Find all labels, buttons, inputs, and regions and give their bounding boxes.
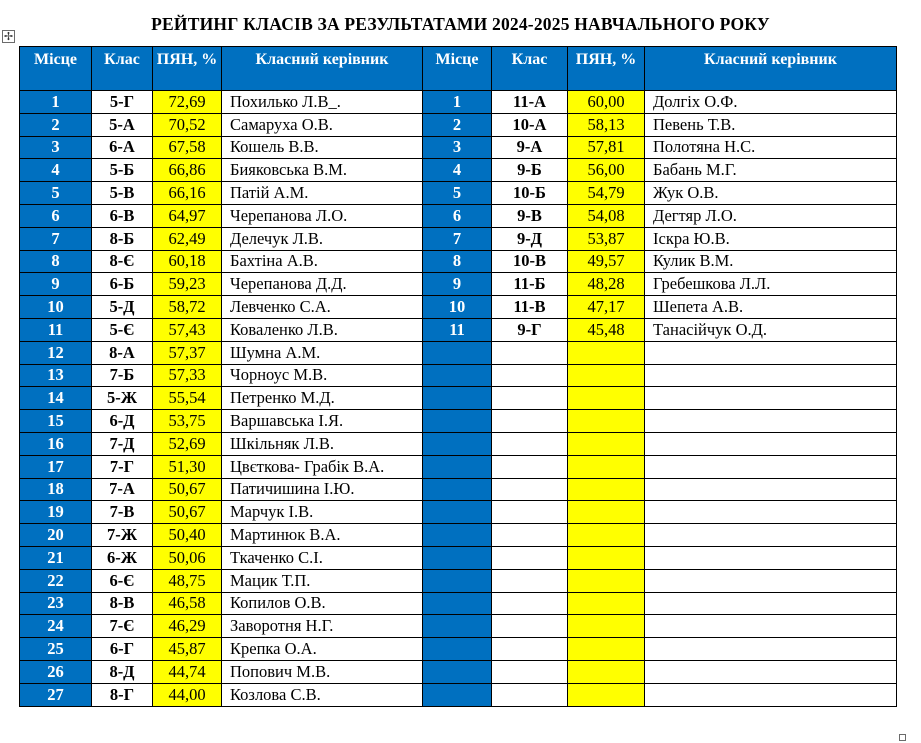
cell-teacher-right: Жук О.В.: [645, 182, 897, 205]
cell-class-right: [492, 455, 568, 478]
cell-class-left: 7-А: [92, 478, 153, 501]
cell-pct-right: [568, 638, 645, 661]
cell-class-left: 7-В: [92, 501, 153, 524]
cell-teacher-left: Черепанова Л.О.: [222, 204, 423, 227]
cell-pct-right: 58,13: [568, 113, 645, 136]
cell-teacher-left: Петренко М.Д.: [222, 387, 423, 410]
cell-teacher-left: Попович М.В.: [222, 660, 423, 683]
table-row: [20, 455, 897, 478]
cell-pct-right: [568, 524, 645, 547]
cell-teacher-right: [645, 592, 897, 615]
cell-place-left: 21: [20, 546, 92, 569]
cell-place-left: 4: [20, 159, 92, 182]
cell-place-right: 9: [423, 273, 492, 296]
cell-place-left: 24: [20, 615, 92, 638]
cell-pct-left: 50,40: [153, 524, 222, 547]
cell-teacher-left: Делечук Л.В.: [222, 227, 423, 250]
cell-place-left: 9: [20, 273, 92, 296]
cell-teacher-left: Похилько Л.В_.: [222, 91, 423, 114]
cell-teacher-right: Кулик В.М.: [645, 250, 897, 273]
cell-teacher-right: [645, 364, 897, 387]
cell-place-right: 6: [423, 204, 492, 227]
cell-teacher-left: Чорноус М.В.: [222, 364, 423, 387]
cell-pct-left: 60,18: [153, 250, 222, 273]
cell-pct-left: 66,86: [153, 159, 222, 182]
cell-class-left: 6-В: [92, 204, 153, 227]
cell-class-right: 11-Б: [492, 273, 568, 296]
table-row: [20, 592, 897, 615]
cell-class-right: [492, 546, 568, 569]
cell-class-right: 9-А: [492, 136, 568, 159]
cell-teacher-left: Мартинюк В.А.: [222, 524, 423, 547]
table-row: [20, 387, 897, 410]
cell-place-right: [423, 683, 492, 706]
cell-place-right: [423, 455, 492, 478]
cell-pct-right: [568, 341, 645, 364]
cell-teacher-left: Коваленко Л.В.: [222, 318, 423, 341]
table-row: [20, 615, 897, 638]
cell-place-right: 5: [423, 182, 492, 205]
cell-teacher-left: Марчук І.В.: [222, 501, 423, 524]
table-row: [20, 432, 897, 455]
cell-teacher-right: Певень Т.В.: [645, 113, 897, 136]
cell-class-left: 8-Г: [92, 683, 153, 706]
cell-place-right: [423, 638, 492, 661]
cell-pct-right: [568, 455, 645, 478]
cell-pct-left: 57,43: [153, 318, 222, 341]
cell-teacher-right: [645, 660, 897, 683]
cell-pct-right: 49,57: [568, 250, 645, 273]
cell-place-left: 14: [20, 387, 92, 410]
cell-class-right: 10-Б: [492, 182, 568, 205]
cell-class-left: 5-Є: [92, 318, 153, 341]
cell-class-left: 6-Є: [92, 569, 153, 592]
cell-place-right: [423, 546, 492, 569]
table-row: [20, 546, 897, 569]
cell-pct-right: [568, 501, 645, 524]
cell-teacher-left: Патій А.М.: [222, 182, 423, 205]
cell-class-left: 5-Ж: [92, 387, 153, 410]
cell-place-right: [423, 364, 492, 387]
header-place-left: Місце: [20, 47, 92, 91]
header-teacher-right: Класний керівник: [645, 47, 897, 91]
cell-class-right: [492, 387, 568, 410]
header-teacher-left: Класний керівник: [222, 47, 423, 91]
cell-pct-left: 50,67: [153, 501, 222, 524]
cell-class-right: [492, 364, 568, 387]
cell-teacher-left: Самаруха О.В.: [222, 113, 423, 136]
cell-place-right: 8: [423, 250, 492, 273]
cell-pct-right: 48,28: [568, 273, 645, 296]
table-row: [20, 113, 897, 136]
cell-place-left: 16: [20, 432, 92, 455]
cell-place-left: 25: [20, 638, 92, 661]
cell-class-right: 11-А: [492, 91, 568, 114]
cell-place-right: [423, 341, 492, 364]
cell-class-right: [492, 569, 568, 592]
cell-class-left: 7-Є: [92, 615, 153, 638]
cell-class-left: 6-Ж: [92, 546, 153, 569]
cell-place-left: 8: [20, 250, 92, 273]
cell-place-left: 3: [20, 136, 92, 159]
cell-teacher-left: Варшавська І.Я.: [222, 410, 423, 433]
cell-class-right: 10-А: [492, 113, 568, 136]
cell-pct-right: 54,08: [568, 204, 645, 227]
cell-class-right: [492, 410, 568, 433]
cell-place-left: 12: [20, 341, 92, 364]
cell-pct-right: [568, 569, 645, 592]
cell-teacher-right: [645, 524, 897, 547]
cell-pct-left: 48,75: [153, 569, 222, 592]
cell-teacher-right: [645, 569, 897, 592]
table-row: [20, 227, 897, 250]
cell-place-left: 22: [20, 569, 92, 592]
cell-class-right: 9-Б: [492, 159, 568, 182]
cell-teacher-left: Заворотня Н.Г.: [222, 615, 423, 638]
table-row: [20, 136, 897, 159]
cell-pct-left: 46,29: [153, 615, 222, 638]
cell-place-right: [423, 387, 492, 410]
table-body: [20, 91, 897, 707]
header-place-right: Місце: [423, 47, 492, 91]
header-class-right: Клас: [492, 47, 568, 91]
cell-pct-right: [568, 660, 645, 683]
table-row: [20, 318, 897, 341]
cell-pct-left: 53,75: [153, 410, 222, 433]
cell-place-right: 10: [423, 296, 492, 319]
cell-place-right: 4: [423, 159, 492, 182]
cell-class-right: 11-В: [492, 296, 568, 319]
cell-teacher-right: Долгіх О.Ф.: [645, 91, 897, 114]
cell-class-right: [492, 501, 568, 524]
cell-teacher-right: Шепета А.В.: [645, 296, 897, 319]
cell-place-right: 1: [423, 91, 492, 114]
table-row: [20, 683, 897, 706]
cell-teacher-right: [645, 546, 897, 569]
cell-place-left: 26: [20, 660, 92, 683]
cell-teacher-right: [645, 455, 897, 478]
cell-pct-left: 59,23: [153, 273, 222, 296]
cell-place-right: 2: [423, 113, 492, 136]
table-move-handle-icon[interactable]: ✢: [3, 30, 14, 43]
cell-teacher-right: Бабань М.Г.: [645, 159, 897, 182]
cell-teacher-right: [645, 432, 897, 455]
cell-pct-right: 56,00: [568, 159, 645, 182]
cell-pct-left: 50,67: [153, 478, 222, 501]
cell-pct-left: 66,16: [153, 182, 222, 205]
table-row: [20, 569, 897, 592]
cell-teacher-left: Кошель В.В.: [222, 136, 423, 159]
cell-teacher-right: Дегтяр Л.О.: [645, 204, 897, 227]
cell-place-left: 17: [20, 455, 92, 478]
cell-pct-right: 47,17: [568, 296, 645, 319]
cell-place-right: 3: [423, 136, 492, 159]
cell-class-left: 6-А: [92, 136, 153, 159]
cell-class-left: 7-Ж: [92, 524, 153, 547]
cell-class-left: 7-Г: [92, 455, 153, 478]
cell-place-left: 15: [20, 410, 92, 433]
cell-teacher-left: Бахтіна А.В.: [222, 250, 423, 273]
cell-class-right: [492, 341, 568, 364]
header-pct-right: ПЯН, %: [568, 47, 645, 91]
cell-teacher-right: [645, 410, 897, 433]
cell-class-right: 10-В: [492, 250, 568, 273]
cell-pct-left: 46,58: [153, 592, 222, 615]
cell-teacher-left: Шумна А.М.: [222, 341, 423, 364]
cell-teacher-right: [645, 478, 897, 501]
cell-pct-right: 57,81: [568, 136, 645, 159]
cell-class-left: 8-Б: [92, 227, 153, 250]
table-row: [20, 501, 897, 524]
cell-class-left: 8-Д: [92, 660, 153, 683]
cell-class-right: 9-В: [492, 204, 568, 227]
cell-class-left: 5-Д: [92, 296, 153, 319]
cell-pct-left: 52,69: [153, 432, 222, 455]
cell-teacher-left: Бияковська В.М.: [222, 159, 423, 182]
cell-teacher-right: [645, 387, 897, 410]
table-row: [20, 410, 897, 433]
cell-place-right: [423, 615, 492, 638]
cell-class-left: 7-Б: [92, 364, 153, 387]
cell-place-right: [423, 524, 492, 547]
cell-teacher-left: Ткаченко С.І.: [222, 546, 423, 569]
cell-teacher-left: Козлова С.В.: [222, 683, 423, 706]
cell-teacher-left: Мацик Т.П.: [222, 569, 423, 592]
cell-pct-left: 51,30: [153, 455, 222, 478]
table-row: [20, 182, 897, 205]
table-row: [20, 638, 897, 661]
cell-place-right: [423, 592, 492, 615]
cell-teacher-right: [645, 341, 897, 364]
cell-place-left: 20: [20, 524, 92, 547]
table-row: [20, 159, 897, 182]
cell-class-right: [492, 660, 568, 683]
cell-pct-right: 45,48: [568, 318, 645, 341]
rating-table: [19, 46, 897, 707]
cell-pct-right: [568, 615, 645, 638]
cell-class-left: 5-В: [92, 182, 153, 205]
cell-class-left: 6-Г: [92, 638, 153, 661]
table-row: [20, 364, 897, 387]
cell-class-left: 6-Д: [92, 410, 153, 433]
cell-pct-right: 54,79: [568, 182, 645, 205]
table-row: [20, 524, 897, 547]
table-row: [20, 296, 897, 319]
table-row: [20, 478, 897, 501]
cell-place-left: 18: [20, 478, 92, 501]
cell-teacher-right: [645, 638, 897, 661]
cell-pct-left: 45,87: [153, 638, 222, 661]
cell-pct-left: 67,58: [153, 136, 222, 159]
cell-place-right: [423, 432, 492, 455]
cell-pct-left: 62,49: [153, 227, 222, 250]
cell-place-right: [423, 569, 492, 592]
cell-place-left: 23: [20, 592, 92, 615]
cell-place-left: 27: [20, 683, 92, 706]
cell-place-left: 19: [20, 501, 92, 524]
cell-teacher-right: [645, 683, 897, 706]
cell-teacher-left: Шкільняк Л.В.: [222, 432, 423, 455]
table-resize-handle[interactable]: [899, 734, 906, 741]
cell-class-left: 7-Д: [92, 432, 153, 455]
cell-class-right: [492, 478, 568, 501]
table-row: [20, 341, 897, 364]
cell-class-left: 5-Б: [92, 159, 153, 182]
cell-class-right: 9-Д: [492, 227, 568, 250]
cell-place-left: 11: [20, 318, 92, 341]
cell-place-right: [423, 410, 492, 433]
cell-pct-left: 57,37: [153, 341, 222, 364]
cell-place-left: 1: [20, 91, 92, 114]
cell-class-left: 5-А: [92, 113, 153, 136]
cell-teacher-right: [645, 615, 897, 638]
cell-pct-right: [568, 364, 645, 387]
cell-pct-right: 60,00: [568, 91, 645, 114]
cell-class-left: 6-Б: [92, 273, 153, 296]
cell-class-right: [492, 432, 568, 455]
cell-place-right: [423, 478, 492, 501]
cell-pct-left: 57,33: [153, 364, 222, 387]
cell-place-left: 10: [20, 296, 92, 319]
table-row: [20, 91, 897, 114]
cell-teacher-right: [645, 501, 897, 524]
cell-teacher-right: Іскра Ю.В.: [645, 227, 897, 250]
cell-pct-left: 44,00: [153, 683, 222, 706]
cell-class-right: [492, 638, 568, 661]
cell-pct-right: 53,87: [568, 227, 645, 250]
table-row: [20, 660, 897, 683]
cell-class-left: 8-В: [92, 592, 153, 615]
cell-pct-left: 55,54: [153, 387, 222, 410]
cell-pct-right: [568, 478, 645, 501]
document-title: РЕЙТИНГ КЛАСІВ ЗА РЕЗУЛЬТАТАМИ 2024-2025 НАВЧАЛЬНОГО РОКУ: [151, 14, 770, 34]
cell-pct-left: 44,74: [153, 660, 222, 683]
cell-pct-left: 58,72: [153, 296, 222, 319]
cell-place-right: 7: [423, 227, 492, 250]
cell-pct-right: [568, 683, 645, 706]
cell-teacher-left: Патичишина І.Ю.: [222, 478, 423, 501]
cell-teacher-left: Черепанова Д.Д.: [222, 273, 423, 296]
cell-place-left: 13: [20, 364, 92, 387]
cell-pct-right: [568, 387, 645, 410]
table-header-row: [20, 47, 897, 91]
table-row: [20, 273, 897, 296]
table-row: [20, 204, 897, 227]
cell-place-right: [423, 501, 492, 524]
cell-place-right: 11: [423, 318, 492, 341]
cell-place-left: 5: [20, 182, 92, 205]
cell-pct-right: [568, 592, 645, 615]
cell-class-left: 5-Г: [92, 91, 153, 114]
cell-class-right: 9-Г: [492, 318, 568, 341]
table-row: [20, 250, 897, 273]
cell-class-right: [492, 592, 568, 615]
cell-pct-left: 50,06: [153, 546, 222, 569]
cell-teacher-right: Танасійчук О.Д.: [645, 318, 897, 341]
cell-place-left: 7: [20, 227, 92, 250]
cell-class-right: [492, 683, 568, 706]
cell-teacher-left: Крепка О.А.: [222, 638, 423, 661]
cell-class-left: 8-А: [92, 341, 153, 364]
cell-pct-right: [568, 410, 645, 433]
cell-teacher-left: Цвєткова- Грабік В.А.: [222, 455, 423, 478]
cell-teacher-right: Полотяна Н.С.: [645, 136, 897, 159]
cell-class-right: [492, 524, 568, 547]
cell-pct-left: 72,69: [153, 91, 222, 114]
cell-class-right: [492, 615, 568, 638]
cell-teacher-right: Гребешкова Л.Л.: [645, 273, 897, 296]
cell-pct-right: [568, 432, 645, 455]
cell-pct-left: 64,97: [153, 204, 222, 227]
cell-teacher-left: Копилов О.В.: [222, 592, 423, 615]
header-pct-left: ПЯН, %: [153, 47, 222, 91]
cell-class-left: 8-Є: [92, 250, 153, 273]
header-class-left: Клас: [92, 47, 153, 91]
cell-pct-right: [568, 546, 645, 569]
cell-teacher-left: Левченко С.А.: [222, 296, 423, 319]
cell-place-left: 6: [20, 204, 92, 227]
cell-pct-left: 70,52: [153, 113, 222, 136]
cell-place-left: 2: [20, 113, 92, 136]
cell-place-right: [423, 660, 492, 683]
